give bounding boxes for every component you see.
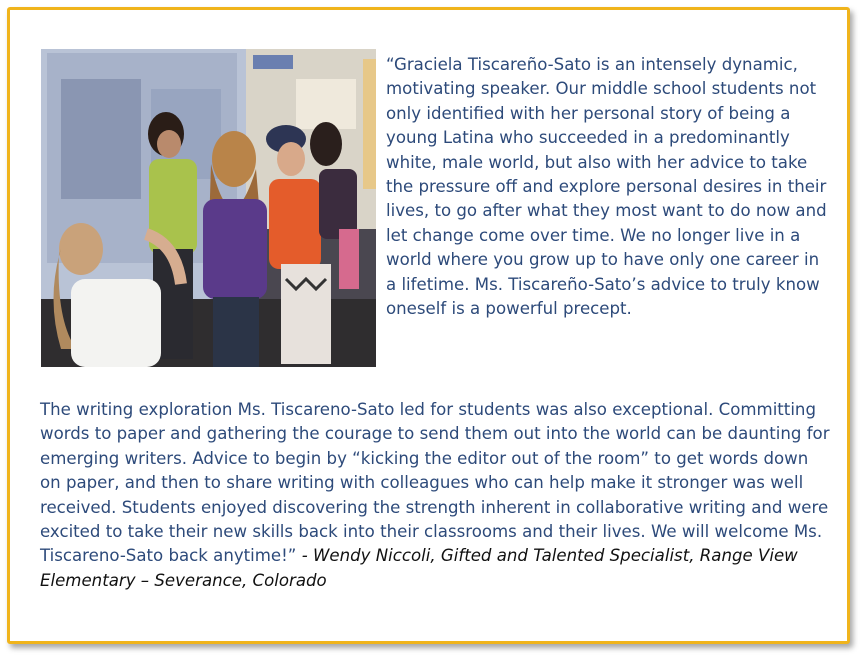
attribution: - Wendy Niccoli, Gifted and Talented Specialist, Range View Elementary – Severance, Colorado	[40, 546, 798, 590]
testimonial-paragraph-2	[40, 398, 830, 593]
testimonial-paragraph-1: “Graciela Tiscareño-Sato is an intensely dynamic, motivating speaker. Our middle school students not only identified with her personal story of being a young Latina who succeeded in a predominantly white, male world, but also with her advice to take the pressure off and explore personal desires in their lives, to go after what they most want to do now and let change come over time. We no longer live in a world where you grow up to have only one career in a lifetime. Ms. Tiscareño-Sato’s advice to truly know oneself is a powerful precept.	[386, 55, 827, 319]
classroom-photo-icon	[41, 49, 376, 367]
testimonial-body-2: The writing exploration Ms. Tiscareno-Sato led for students was also exceptional. Committing words to paper and gathering the courage to send them out into the world can be daunting for emerging writers. Advice to begin by “kicking the editor out of the room” to get words down on paper, and then to share writing with colleagues who can help make it stronger was well received. Students enjoyed discovering the strength inherent in collaborative writing and were excited to take their new skills back into their classrooms and their lives. We will welcome Ms. Tiscareno-Sato back anytime!”	[40, 400, 830, 566]
classroom-photo	[41, 49, 376, 367]
